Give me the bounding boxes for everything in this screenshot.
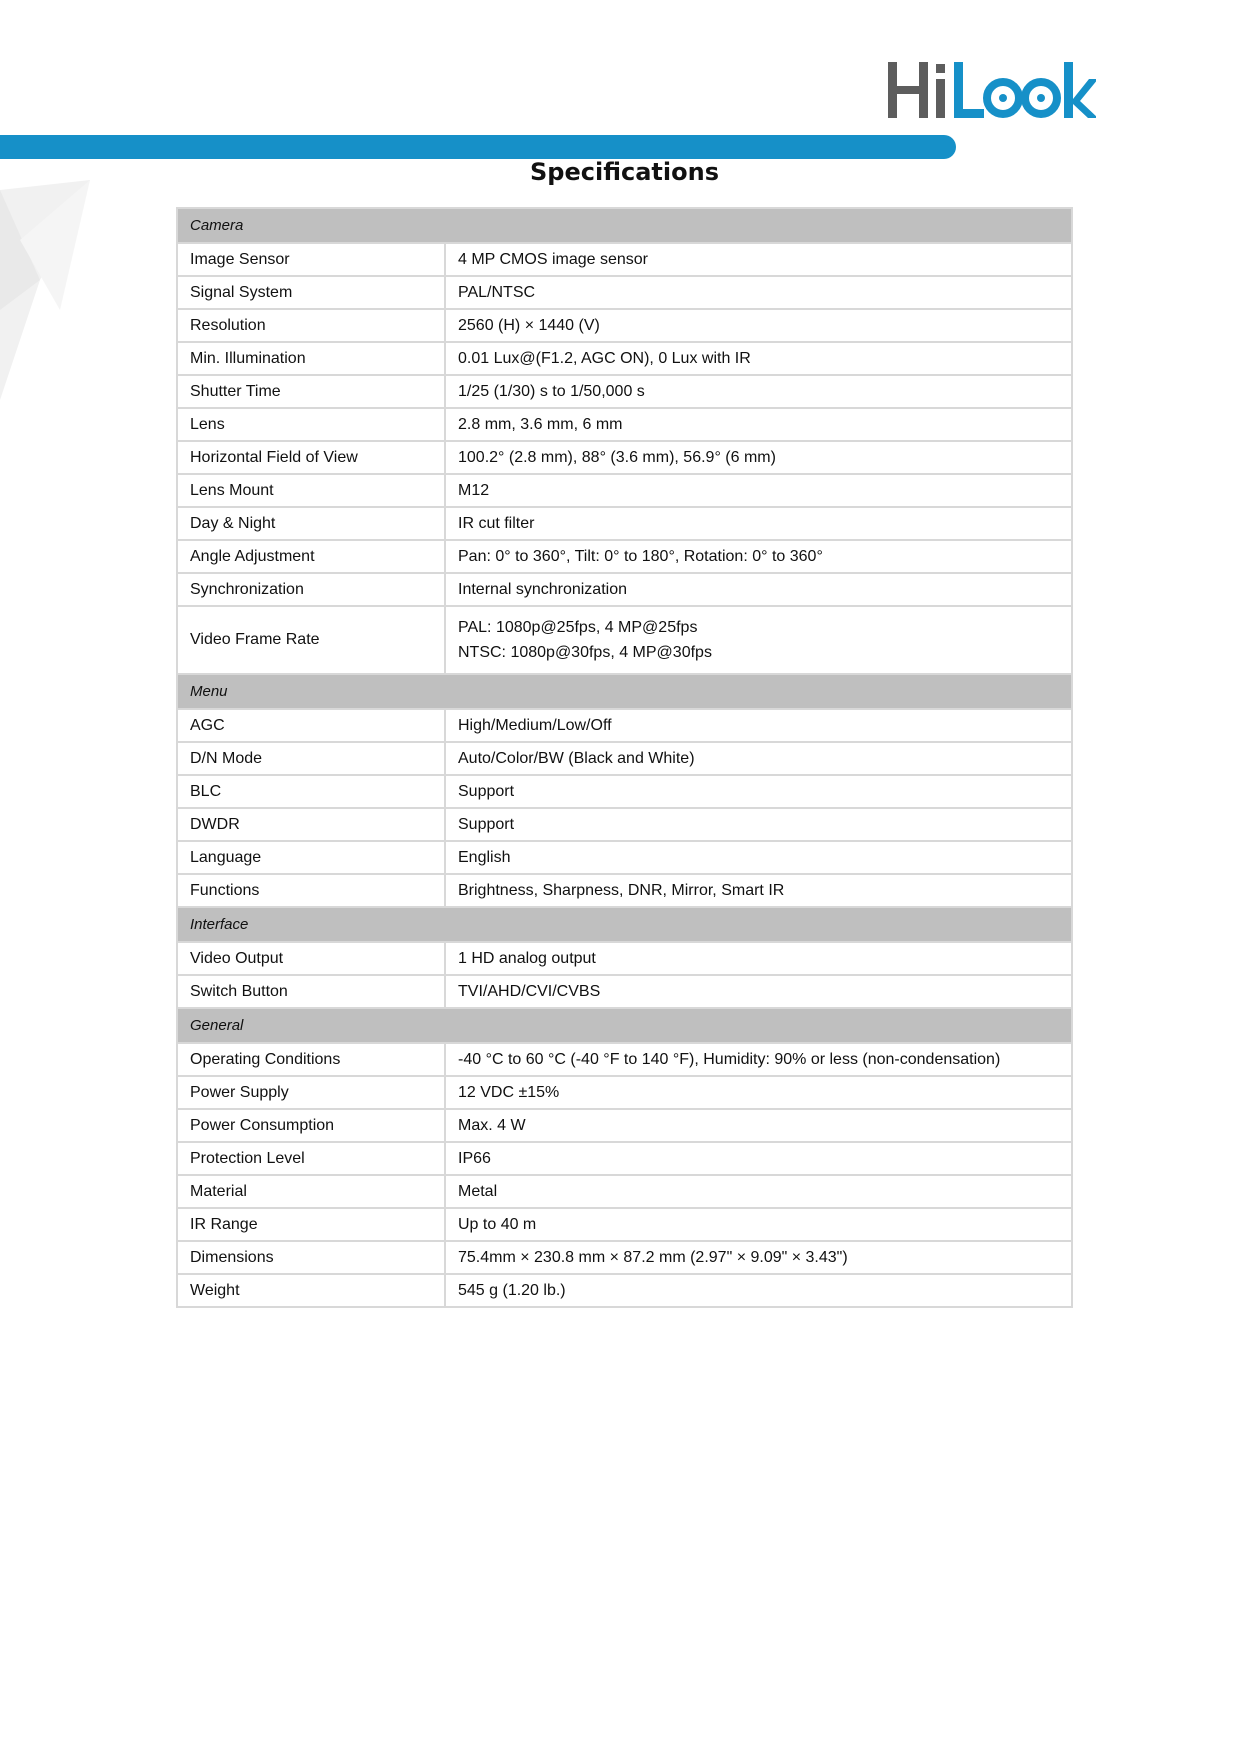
spec-label: Signal System bbox=[177, 276, 445, 309]
spec-label: Angle Adjustment bbox=[177, 540, 445, 573]
spec-row bbox=[177, 742, 1072, 775]
spec-value: English bbox=[445, 841, 1072, 874]
spec-label: Horizontal Field of View bbox=[177, 441, 445, 474]
spec-row bbox=[177, 276, 1072, 309]
spec-row bbox=[177, 874, 1072, 907]
decorative-watermark bbox=[0, 160, 100, 405]
spec-label: AGC bbox=[177, 709, 445, 742]
spec-label: Language bbox=[177, 841, 445, 874]
spec-label: Switch Button bbox=[177, 975, 445, 1008]
spec-row bbox=[177, 441, 1072, 474]
spec-label: Resolution bbox=[177, 309, 445, 342]
spec-row bbox=[177, 375, 1072, 408]
hilook-logo bbox=[886, 56, 1096, 128]
spec-row bbox=[177, 709, 1072, 742]
spec-row bbox=[177, 1142, 1072, 1175]
spec-label: Dimensions bbox=[177, 1241, 445, 1274]
spec-label: Lens bbox=[177, 408, 445, 441]
spec-value bbox=[445, 606, 1072, 674]
spec-row bbox=[177, 342, 1072, 375]
section-title: General bbox=[177, 1008, 1072, 1043]
section-header-interface bbox=[177, 907, 1072, 942]
spec-label: Synchronization bbox=[177, 573, 445, 606]
spec-label: Video Output bbox=[177, 942, 445, 975]
spec-value: Support bbox=[445, 808, 1072, 841]
spec-row bbox=[177, 1043, 1072, 1076]
spec-row bbox=[177, 606, 1072, 674]
spec-value: 1/25 (1/30) s to 1/50,000 s bbox=[445, 375, 1072, 408]
spec-value: Up to 40 m bbox=[445, 1208, 1072, 1241]
spec-row bbox=[177, 942, 1072, 975]
spec-row bbox=[177, 474, 1072, 507]
section-header-menu bbox=[177, 674, 1072, 709]
spec-label: Protection Level bbox=[177, 1142, 445, 1175]
section-title: Interface bbox=[177, 907, 1072, 942]
spec-label: Lens Mount bbox=[177, 474, 445, 507]
spec-value: TVI/AHD/CVI/CVBS bbox=[445, 975, 1072, 1008]
spec-value: -40 °C to 60 °C (-40 °F to 140 °F), Humidity: 90% or less (non-condensation) bbox=[445, 1043, 1072, 1076]
spec-value: 2.8 mm, 3.6 mm, 6 mm bbox=[445, 408, 1072, 441]
spec-label: Material bbox=[177, 1175, 445, 1208]
spec-value: PAL/NTSC bbox=[445, 276, 1072, 309]
spec-value: Support bbox=[445, 775, 1072, 808]
spec-row bbox=[177, 975, 1072, 1008]
spec-label: Min. Illumination bbox=[177, 342, 445, 375]
spec-row bbox=[177, 408, 1072, 441]
spec-row bbox=[177, 507, 1072, 540]
spec-value-line: NTSC: 1080p@30fps, 4 MP@30fps bbox=[458, 644, 712, 661]
spec-value: Brightness, Sharpness, DNR, Mirror, Smart IR bbox=[445, 874, 1072, 907]
spec-label: Shutter Time bbox=[177, 375, 445, 408]
spec-row bbox=[177, 808, 1072, 841]
spec-value-line: PAL: 1080p@25fps, 4 MP@25fps bbox=[458, 619, 698, 636]
spec-row bbox=[177, 1076, 1072, 1109]
spec-label: Operating Conditions bbox=[177, 1043, 445, 1076]
spec-value: M12 bbox=[445, 474, 1072, 507]
spec-label: D/N Mode bbox=[177, 742, 445, 775]
spec-value: IP66 bbox=[445, 1142, 1072, 1175]
spec-value: 4 MP CMOS image sensor bbox=[445, 243, 1072, 276]
spec-label: Day & Night bbox=[177, 507, 445, 540]
spec-value: 545 g (1.20 lb.) bbox=[445, 1274, 1072, 1307]
spec-label: DWDR bbox=[177, 808, 445, 841]
spec-row bbox=[177, 573, 1072, 606]
spec-row bbox=[177, 841, 1072, 874]
spec-row bbox=[177, 1175, 1072, 1208]
spec-label: Video Frame Rate bbox=[177, 606, 445, 674]
spec-row bbox=[177, 1109, 1072, 1142]
spec-label: BLC bbox=[177, 775, 445, 808]
spec-label: Power Consumption bbox=[177, 1109, 445, 1142]
spec-label: Power Supply bbox=[177, 1076, 445, 1109]
spec-value: 2560 (H) × 1440 (V) bbox=[445, 309, 1072, 342]
spec-value: 0.01 Lux@(F1.2, AGC ON), 0 Lux with IR bbox=[445, 342, 1072, 375]
spec-value: Pan: 0° to 360°, Tilt: 0° to 180°, Rotation: 0° to 360° bbox=[445, 540, 1072, 573]
spec-value: 12 VDC ±15% bbox=[445, 1076, 1072, 1109]
spec-value: Internal synchronization bbox=[445, 573, 1072, 606]
spec-value: 100.2° (2.8 mm), 88° (3.6 mm), 56.9° (6 mm) bbox=[445, 441, 1072, 474]
spec-row bbox=[177, 1241, 1072, 1274]
spec-value: Metal bbox=[445, 1175, 1072, 1208]
spec-value: Auto/Color/BW (Black and White) bbox=[445, 742, 1072, 775]
section-header-general bbox=[177, 1008, 1072, 1043]
spec-label: IR Range bbox=[177, 1208, 445, 1241]
spec-label: Weight bbox=[177, 1274, 445, 1307]
spec-row bbox=[177, 1208, 1072, 1241]
spec-value: Max. 4 W bbox=[445, 1109, 1072, 1142]
spec-value: High/Medium/Low/Off bbox=[445, 709, 1072, 742]
spec-value: 75.4mm × 230.8 mm × 87.2 mm (2.97" × 9.09" × 3.43") bbox=[445, 1241, 1072, 1274]
spec-label: Functions bbox=[177, 874, 445, 907]
spec-row bbox=[177, 1274, 1072, 1307]
page-title: Specifications bbox=[530, 158, 719, 186]
spec-row bbox=[177, 775, 1072, 808]
header-accent-bar bbox=[0, 135, 956, 159]
spec-row bbox=[177, 309, 1072, 342]
section-header-camera bbox=[177, 208, 1072, 243]
section-title: Camera bbox=[177, 208, 1072, 243]
spec-value: 1 HD analog output bbox=[445, 942, 1072, 975]
section-title: Menu bbox=[177, 674, 1072, 709]
spec-value: IR cut filter bbox=[445, 507, 1072, 540]
spec-row bbox=[177, 243, 1072, 276]
specifications-table bbox=[176, 207, 1073, 1308]
spec-row bbox=[177, 540, 1072, 573]
spec-label: Image Sensor bbox=[177, 243, 445, 276]
